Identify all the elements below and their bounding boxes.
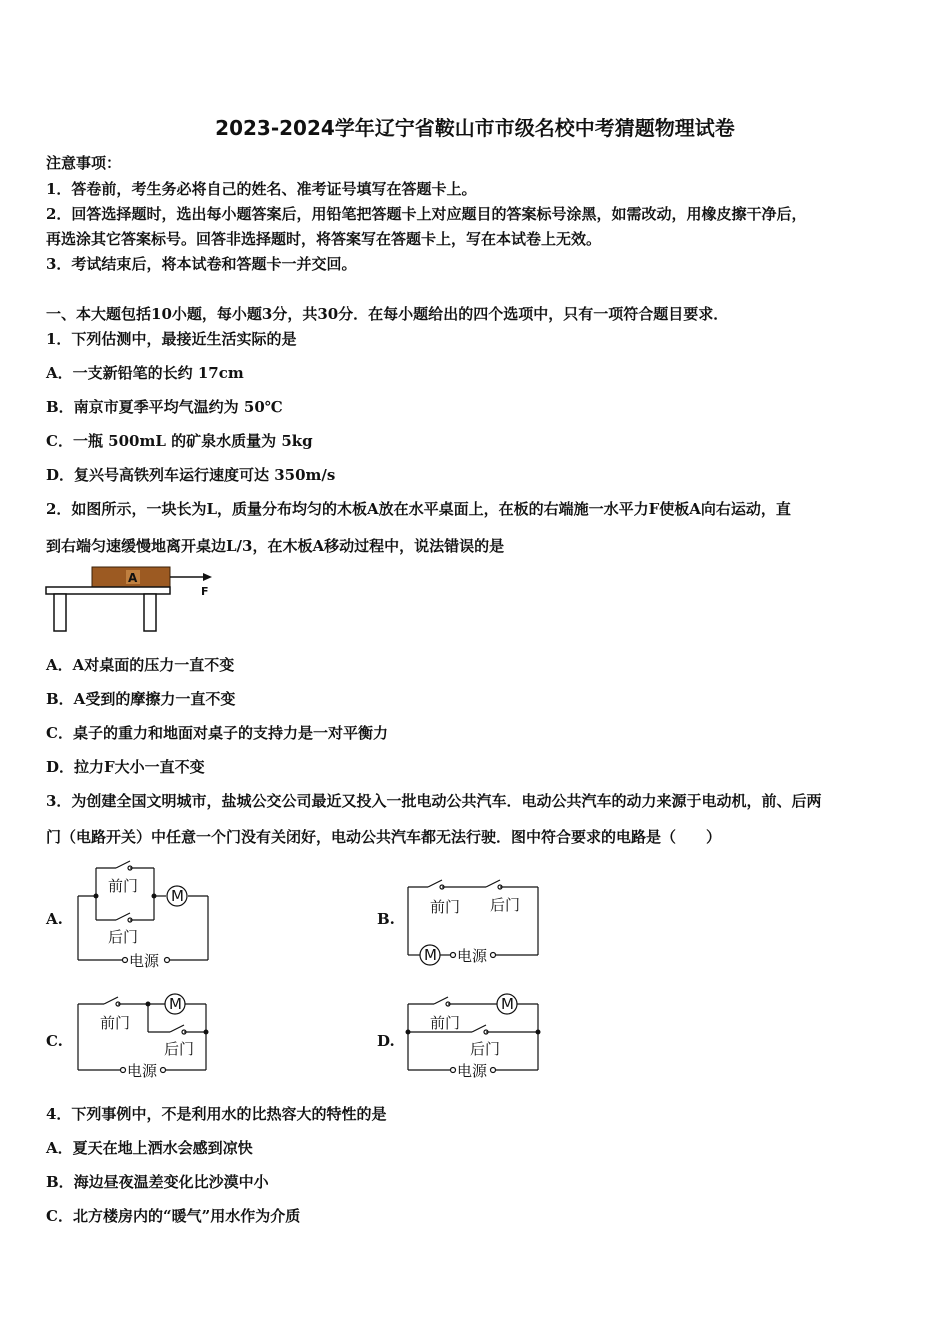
power-source-label: 电源 [457,1062,488,1080]
q4-option-b: B．海边昼夜温差变化比沙漠中小 [46,1173,269,1191]
q2-option-c: C．桌子的重力和地面对桌子的支持力是一对平衡力 [46,724,388,742]
q3-stem-line2: 门（电路开关）中任意一个门没有关闭好，电动公共汽车都无法行驶．图中符合要求的电路是（ ） [46,828,722,846]
circuit-c-letter: C. [46,1032,63,1050]
q2-option-b: B．A受到的摩擦力一直不变 [46,690,236,708]
front-door-label: 前门 [108,877,139,895]
q1-option-d: D．复兴号高铁列车运行速度可达 350m/s [46,466,336,484]
back-door-label: 后门 [164,1040,195,1058]
circuit-a-letter: A. [46,910,63,928]
motor-icon: M [171,887,184,905]
notice-item-3: 3．考试结束后，将本试卷和答题卡一并交回。 [46,255,357,273]
front-door-label: 前门 [100,1014,131,1032]
q2-option-d: D．拉力F大小一直不变 [46,758,205,776]
q2-figure [46,565,226,635]
front-door-label: 前门 [430,1014,461,1032]
force-label: F [201,585,209,598]
board-label: A [128,571,138,585]
motor-icon: M [501,995,514,1013]
q4-stem: 4．下列事例中，不是利用水的比热容大的特性的是 [46,1105,387,1123]
table-top [46,587,170,594]
motor-icon: M [424,946,437,964]
circuit-d-letter: D. [377,1032,395,1050]
q4-option-a: A．夏天在地上洒水会感到凉快 [46,1139,253,1157]
circuit-b [400,875,550,975]
q2-stem-line1: 2．如图所示，一块长为L，质量分布均匀的木板A放在水平桌面上，在板的右端施一水平力F使板A向右运动，直 [46,500,791,518]
notice-item-2: 2．回答选择题时，选出每小题答案后，用铅笔把答题卡上对应题目的答案标号涂黑，如需改动，用橡皮擦干净后， [46,205,807,223]
motor-icon: M [169,995,182,1013]
notice-item-1: 1．答卷前，考生务必将自己的姓名、准考证号填写在答题卡上。 [46,180,477,198]
circuit-b-letter: B. [377,910,395,928]
q1-stem: 1．下列估测中，最接近生活实际的是 [46,330,297,348]
notice-heading: 注意事项： [46,154,122,172]
back-door-label: 后门 [108,928,139,946]
power-source-label: 电源 [457,947,488,965]
q1-option-c: C．一瓶 500mL 的矿泉水质量为 5kg [46,432,313,450]
circuit-d [400,990,550,1090]
q1-option-a: A．一支新铅笔的长约 17cm [46,364,244,382]
power-source-label: 电源 [129,952,160,970]
circuit-c [70,990,220,1090]
q1-option-b: B．南京市夏季平均气温约为 50℃ [46,398,283,416]
table-leg-left [54,594,66,631]
q2-option-a: A．A对桌面的压力一直不变 [46,656,235,674]
back-door-label: 后门 [490,896,521,914]
power-source-label: 电源 [127,1062,158,1080]
back-door-label: 后门 [470,1040,501,1058]
table-leg-right [144,594,156,631]
force-arrow-icon [203,573,212,581]
q2-stem-line2: 到右端匀速缓慢地离开桌边L/3，在木板A移动过程中，说法错误的是 [46,537,505,555]
circuit-a [70,860,220,970]
q3-stem-line1: 3．为创建全国文明城市，盐城公交公司最近又投入一批电动公共汽车．电动公共汽车的动力来源于电动机，前、后两 [46,792,822,810]
front-door-label: 前门 [430,898,461,916]
q4-option-c: C．北方楼房内的“暖气”用水作为介质 [46,1207,301,1225]
section-heading: 一、本大题包括10小题，每小题3分，共30分．在每小题给出的四个选项中，只有一项符合题目要求． [46,305,729,323]
page-title: 2023-2024学年辽宁省鞍山市市级名校中考猜题物理试卷 [215,116,735,140]
notice-item-2-cont: 再选涂其它答案标号。回答非选择题时，将答案写在答题卡上，写在本试卷上无效。 [46,230,602,248]
